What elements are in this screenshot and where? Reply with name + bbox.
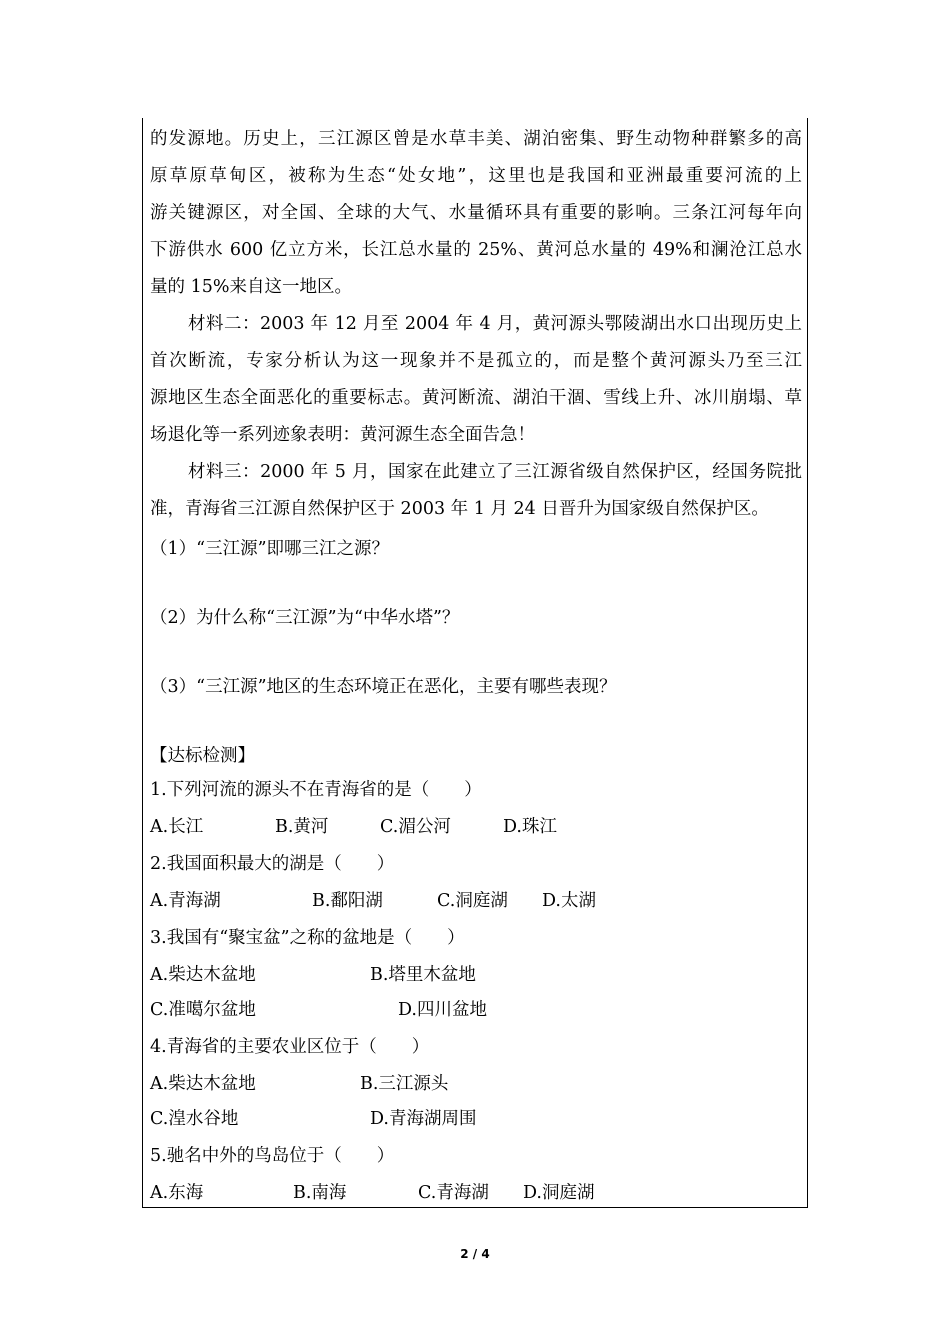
option-b: B.鄱阳湖 (312, 891, 383, 911)
quiz-q4-stem: 4.青海省的主要农业区位于（ ） (150, 1037, 430, 1057)
quiz-q4-options-row2 (150, 1108, 802, 1130)
option-b: B.塔里木盆地 (370, 965, 476, 985)
quiz-q1-stem: 1.下列河流的源头不在青海省的是（ ） (150, 780, 482, 800)
passage-line: 量的 15%来自这一地区。 (150, 277, 352, 297)
option-b: B.黄河 (275, 817, 329, 837)
passage-line: 原草原草甸区，被称为生态“处女地”，这里也是我国和亚洲最重要河流的上 (150, 166, 802, 186)
option-a: A.青海湖 (150, 891, 221, 911)
option-c: C.湟水谷地 (150, 1109, 239, 1129)
quiz-q3-options-row1 (150, 964, 802, 986)
option-d: D.洞庭湖 (523, 1183, 595, 1203)
question-1: （1）“三江源”即哪三江之源？ (150, 539, 390, 559)
quiz-q3-stem: 3.我国有“聚宝盆”之称的盆地是（ ） (150, 928, 465, 948)
quiz-q3-options-row2 (150, 999, 802, 1021)
passage-line: 游关键源区，对全国、全球的大气、水量循环具有重要的影响。三条江河每年向 (150, 203, 802, 223)
material-two-line: 材料二：2003 年 12 月至 2004 年 4 月，黄河源头鄂陵湖出水口出现历史上 (188, 314, 802, 334)
option-d: D.珠江 (503, 817, 557, 837)
quiz-q5-options (150, 1182, 802, 1204)
page-number: 2 / 4 (460, 1247, 490, 1261)
quiz-q4-options-row1 (150, 1073, 802, 1095)
option-a: A.长江 (150, 817, 204, 837)
option-b: B.南海 (293, 1183, 347, 1203)
quiz-q1-options (150, 816, 802, 838)
option-a: A.柴达木盆地 (150, 965, 256, 985)
material-two-line: 场退化等一系列迹象表明：黄河源生态全面告急！ (150, 425, 535, 445)
quiz-q2-options (150, 890, 802, 912)
option-d: D.太湖 (542, 891, 596, 911)
option-c: C.准噶尔盆地 (150, 1000, 256, 1020)
option-d: D.四川盆地 (398, 1000, 487, 1020)
material-two-line: 首次断流，专家分析认为这一现象并不是孤立的，而是整个黄河源头乃至三江 (150, 351, 802, 371)
option-c: C.青海湖 (418, 1183, 489, 1203)
option-b: B.三江源头 (360, 1074, 449, 1094)
question-3: （3）“三江源”地区的生态环境正在恶化，主要有哪些表现？ (150, 677, 617, 697)
material-three-line: 材料三：2000 年 5 月，国家在此建立了三江源省级自然保护区，经国务院批 (188, 462, 802, 482)
material-three-line: 准，青海省三江源自然保护区于 2003 年 1 月 24 日晋升为国家级自然保护区。 (150, 499, 769, 519)
passage-line: 的发源地。历史上，三江源区曾是水草丰美、湖泊密集、野生动物种群繁多的高 (150, 129, 802, 149)
option-a: A.柴达木盆地 (150, 1074, 256, 1094)
option-d: D.青海湖周围 (370, 1109, 477, 1129)
passage-line: 下游供水 600 亿立方米，长江总水量的 25%、黄河总水量的 49%和澜沧江总水 (150, 240, 802, 260)
option-c: C.洞庭湖 (437, 891, 508, 911)
quiz-heading: 【达标检测】 (150, 746, 255, 766)
quiz-q5-stem: 5.驰名中外的鸟岛位于（ ） (150, 1146, 395, 1166)
question-2: （2）为什么称“三江源”为“中华水塔”？ (150, 608, 460, 628)
quiz-q2-stem: 2.我国面积最大的湖是（ ） (150, 854, 395, 874)
material-two-line: 源地区生态全面恶化的重要标志。黄河断流、湖泊干涸、雪线上升、冰川崩塌、草 (150, 388, 802, 408)
option-c: C.湄公河 (380, 817, 451, 837)
option-a: A.东海 (150, 1183, 204, 1203)
